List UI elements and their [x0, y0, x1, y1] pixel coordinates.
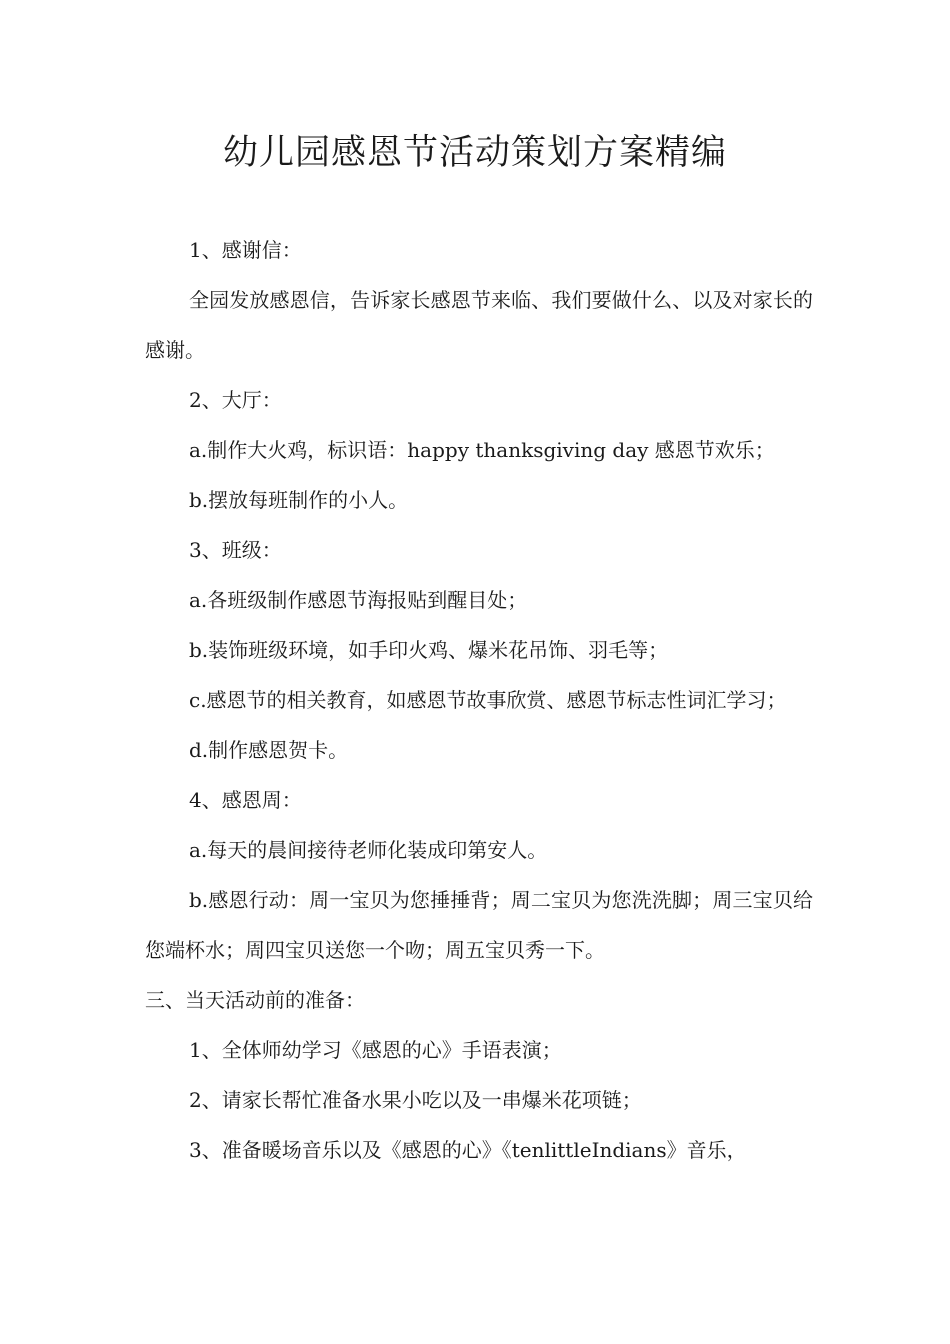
paragraph-10: d.制作感恩贺卡。: [189, 738, 349, 762]
paragraph-9: c.感恩节的相关教育，如感恩节故事欣赏、感恩节标志性词汇学习；: [189, 688, 787, 712]
paragraph-7: a.各班级制作感恩节海报贴到醒目处；: [189, 588, 528, 612]
paragraph-1: 1、感谢信：: [189, 238, 302, 262]
paragraph-11: 4、感恩周：: [189, 788, 302, 812]
document-title: 幼儿园感恩节活动策划方案精编: [222, 133, 727, 173]
paragraph-15: 1、全体师幼学习《感恩的心》手语表演；: [189, 1038, 562, 1062]
paragraph-4: a.制作大火鸡，标识语：happy thanksgiving day 感恩节欢乐；: [189, 438, 775, 462]
paragraph-17: 3、准备暖场音乐以及《感恩的心》《tenlittleIndians》音乐，: [189, 1138, 747, 1162]
paragraph-13: b.感恩行动：周一宝贝为您捶捶背；周二宝贝为您洗洗脚；周三宝贝给您端杯水；周四宝贝送您一个吻；周五宝贝秀一下。: [145, 888, 813, 962]
paragraph-3: 2、大厅：: [189, 388, 282, 412]
paragraph-12: a.每天的晨间接待老师化装成印第安人。: [189, 838, 548, 862]
paragraph-5: b.摆放每班制作的小人。: [189, 488, 409, 512]
paragraph-16: 2、请家长帮忙准备水果小吃以及一串爆米花项链；: [189, 1088, 642, 1112]
paragraph-6: 3、班级：: [189, 538, 282, 562]
document-body: [145, 225, 813, 1175]
paragraph-8: b.装饰班级环境，如手印火鸡、爆米花吊饰、羽毛等；: [189, 638, 669, 662]
section-heading-3: 三、当天活动前的准备：: [145, 988, 365, 1012]
paragraph-2: 全园发放感恩信，告诉家长感恩节来临、我们要做什么、以及对家长的感谢。: [145, 288, 813, 362]
